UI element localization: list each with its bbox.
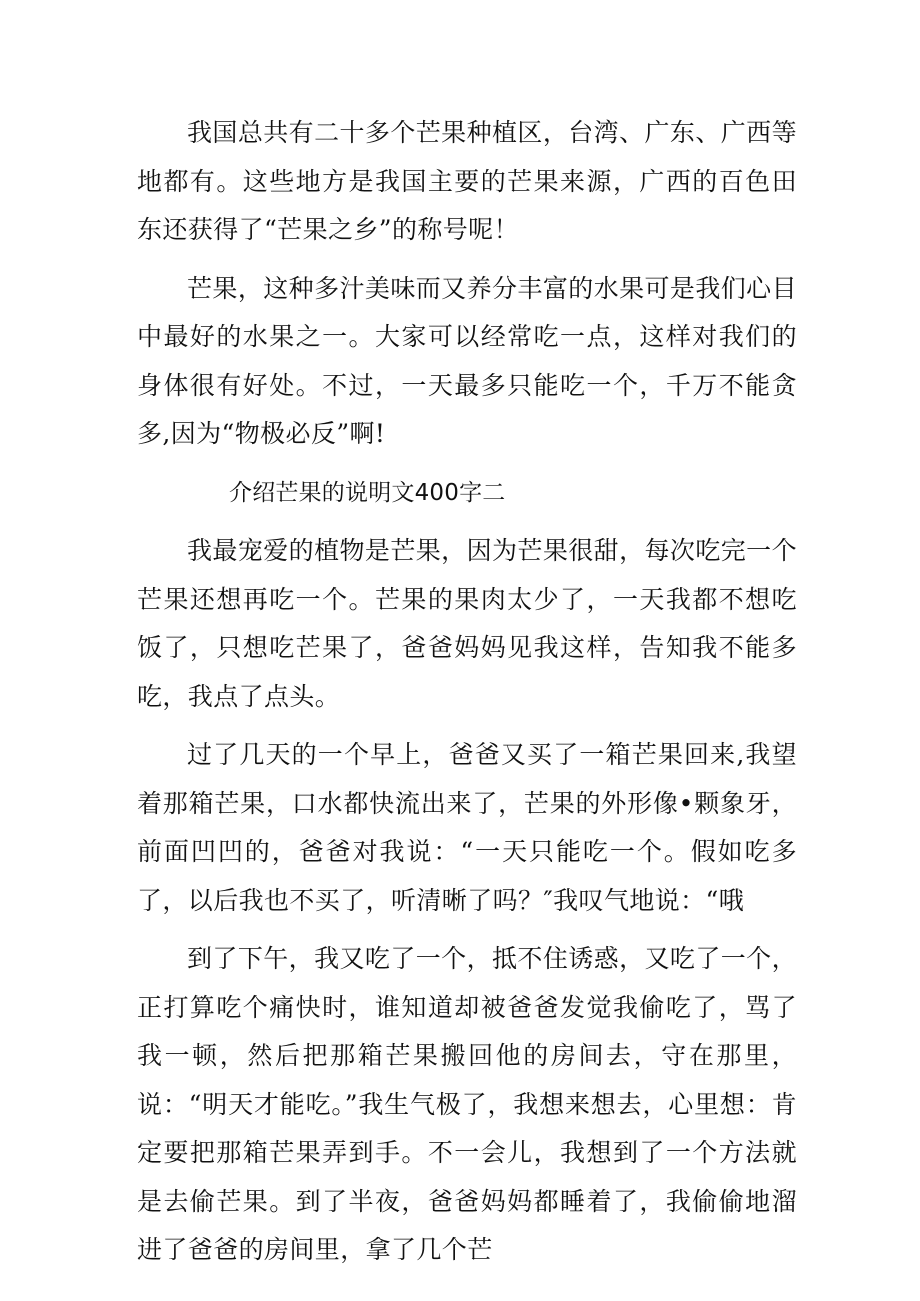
paragraph-morning-box: 过了几天的一个早上，爸爸又买了一箱芒果回来,我望着那箱芒果，口水都快流出来了，芒果的外形像•颗象牙，前面凹凹的，爸爸对我说：“一天只能吃一个。假如吃多了，以后我也不买了，听清晰了吗？″我叹气地说：“哦 xyxy=(137,740,797,915)
paragraph-gap xyxy=(137,925,797,935)
paragraph-gap xyxy=(137,517,797,527)
paragraph-favorite-plant: 我最宠爱的植物是芒果，因为芒果很甜，每次吃完一个芒果还想再吃一个。芒果的果肉太少了，一天我都不想吃饭了，只想吃芒果了，爸爸妈妈见我这样，告知我不能多吃，我点了点头。 xyxy=(137,536,797,711)
paragraph-gap xyxy=(137,459,797,469)
paragraph-gap xyxy=(137,721,797,731)
section-heading: 介绍芒果的说明文400字二 xyxy=(229,479,506,506)
paragraph-mango-regions: 我国总共有二十多个芒果种植区，台湾、广东、广西等地都有。这些地方是我国主要的芒果来源，广西的百色田东还获得了“芒果之乡”的称号呢！ xyxy=(137,118,797,244)
paragraph-gap xyxy=(137,255,797,265)
paragraph-afternoon-story: 到了下午，我又吃了一个，抵不住诱惑，又吃了一个，正打算吃个痛快时，谁知道却被爸爸发觉我偷吃了，骂了我一顿，然后把那箱芒果搬回他的房间去，守在那里，说：“明天才能吃。”我生气极了，我想来想去，心里想：肯定要把那箱芒果弄到手。不一会儿，我想到了一个方法就是去偷芒果。到了半夜，爸爸妈妈都睡着了，我偷偷地溜进了爸爸的房间里，拿了几个芒 xyxy=(137,944,797,1264)
paragraph-mango-benefits: 芒果，这种多汁美味而又养分丰富的水果可是我们心目中最好的水果之一。大家可以经常吃一点，这样对我们的身体很有好处。不过，一天最多只能吃一个，千万不能贪多,因为“物极必反”啊! xyxy=(137,273,797,448)
document-body xyxy=(137,109,797,1275)
